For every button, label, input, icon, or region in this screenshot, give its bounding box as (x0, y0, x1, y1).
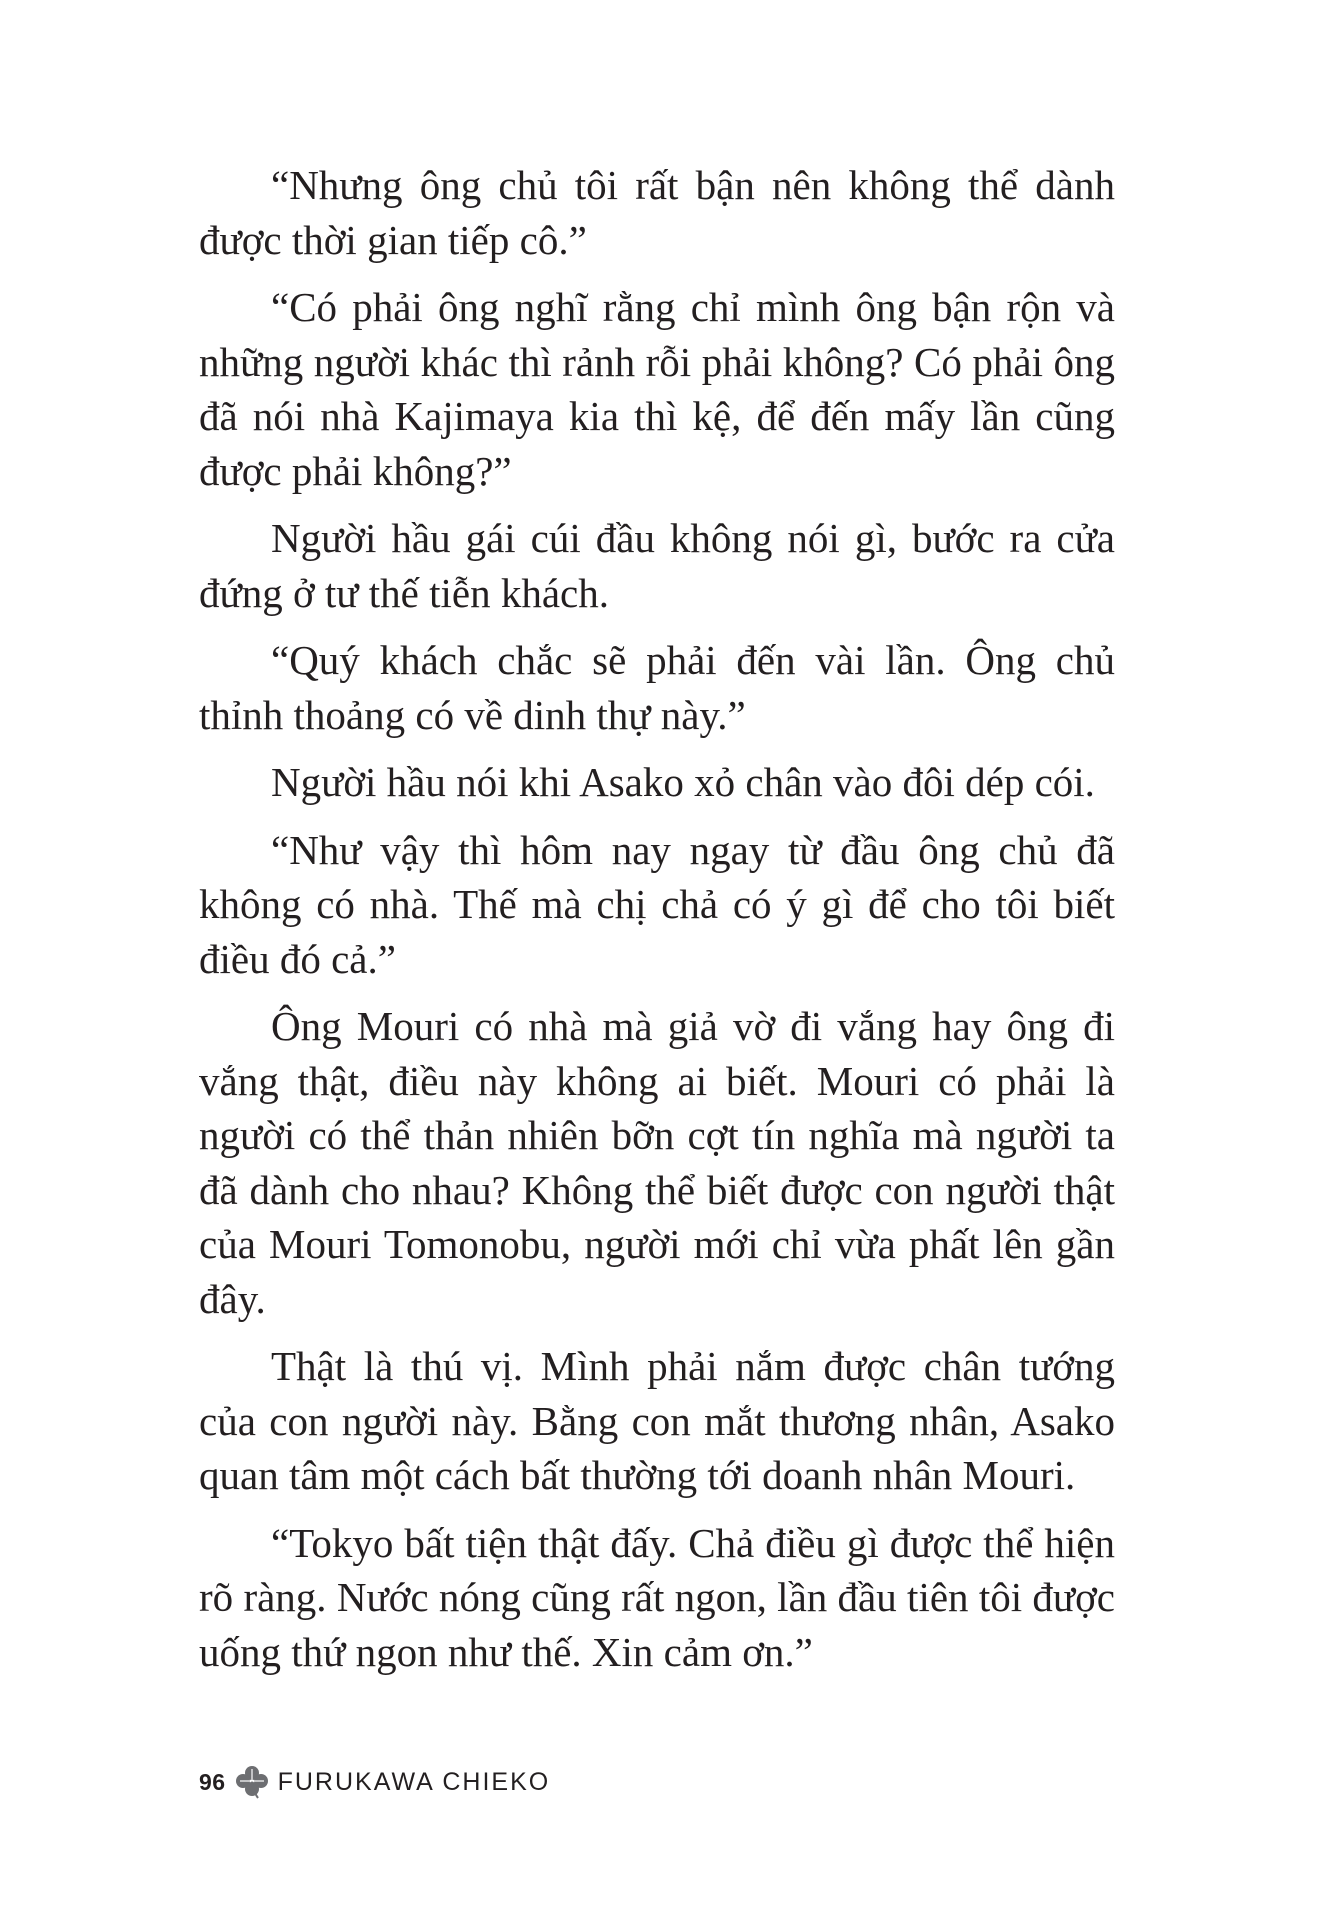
paragraph-9: “Tokyo bất tiện thật đấy. Chả điều gì được thể hiện rõ ràng. Nước nóng cũng rất ngon, lần đầu tiên tôi được uống thứ ngon như thế. Xin cảm ơn.” (199, 1519, 1115, 1675)
paragraph-8: Thật là thú vị. Mình phải nắm được chân tướng của con người này. Bằng con mắt thương nhân, Asako quan tâm một cách bất thường tới doanh nhân Mouri. (199, 1343, 1115, 1498)
page-footer (199, 1762, 550, 1802)
paragraph-6: “Như vậy thì hôm nay ngay từ đầu ông chủ đã không có nhà. Thế mà chị chả có ý gì để cho tôi biết điều đó cả.” (199, 826, 1115, 982)
paragraph-5: Người hầu nói khi Asako xỏ chân vào đôi dép cói. (271, 759, 1095, 805)
paragraph-7: Ông Mouri có nhà mà giả vờ đi vắng hay ông đi vắng thật, điều này không ai biết. Mouri có phải là người có thể thản nhiên bỡn cợt tín nghĩa mà người ta đã dành cho nhau? Không thể biết được con người thật của Mouri Tomonobu, người mới chỉ vừa phất lên gần đây. (199, 1003, 1115, 1322)
paragraph-1: “Nhưng ông chủ tôi rất bận nên không thể dành được thời gian tiếp cô.” (199, 162, 1115, 263)
paragraph-2: “Có phải ông nghĩ rằng chỉ mình ông bận rộn và những người khác thì rảnh rỗi phải không? Có phải ông đã nói nhà Kajimaya kia thì kệ, để đến mấy lần cũng được phải không?” (199, 284, 1115, 494)
body-text (199, 158, 1115, 1692)
paragraph-4: “Quý khách chắc sẽ phải đến vài lần. Ông chủ thỉnh thoảng có về dinh thự này.” (199, 637, 1115, 738)
page-number: 96 (199, 1768, 226, 1795)
paragraph-3: Người hầu gái cúi đầu không nói gì, bước ra cửa đứng ở tư thế tiễn khách. (199, 515, 1115, 616)
author-name: FURUKAWA CHIEKO (277, 1767, 551, 1796)
clover-icon (234, 1764, 270, 1800)
